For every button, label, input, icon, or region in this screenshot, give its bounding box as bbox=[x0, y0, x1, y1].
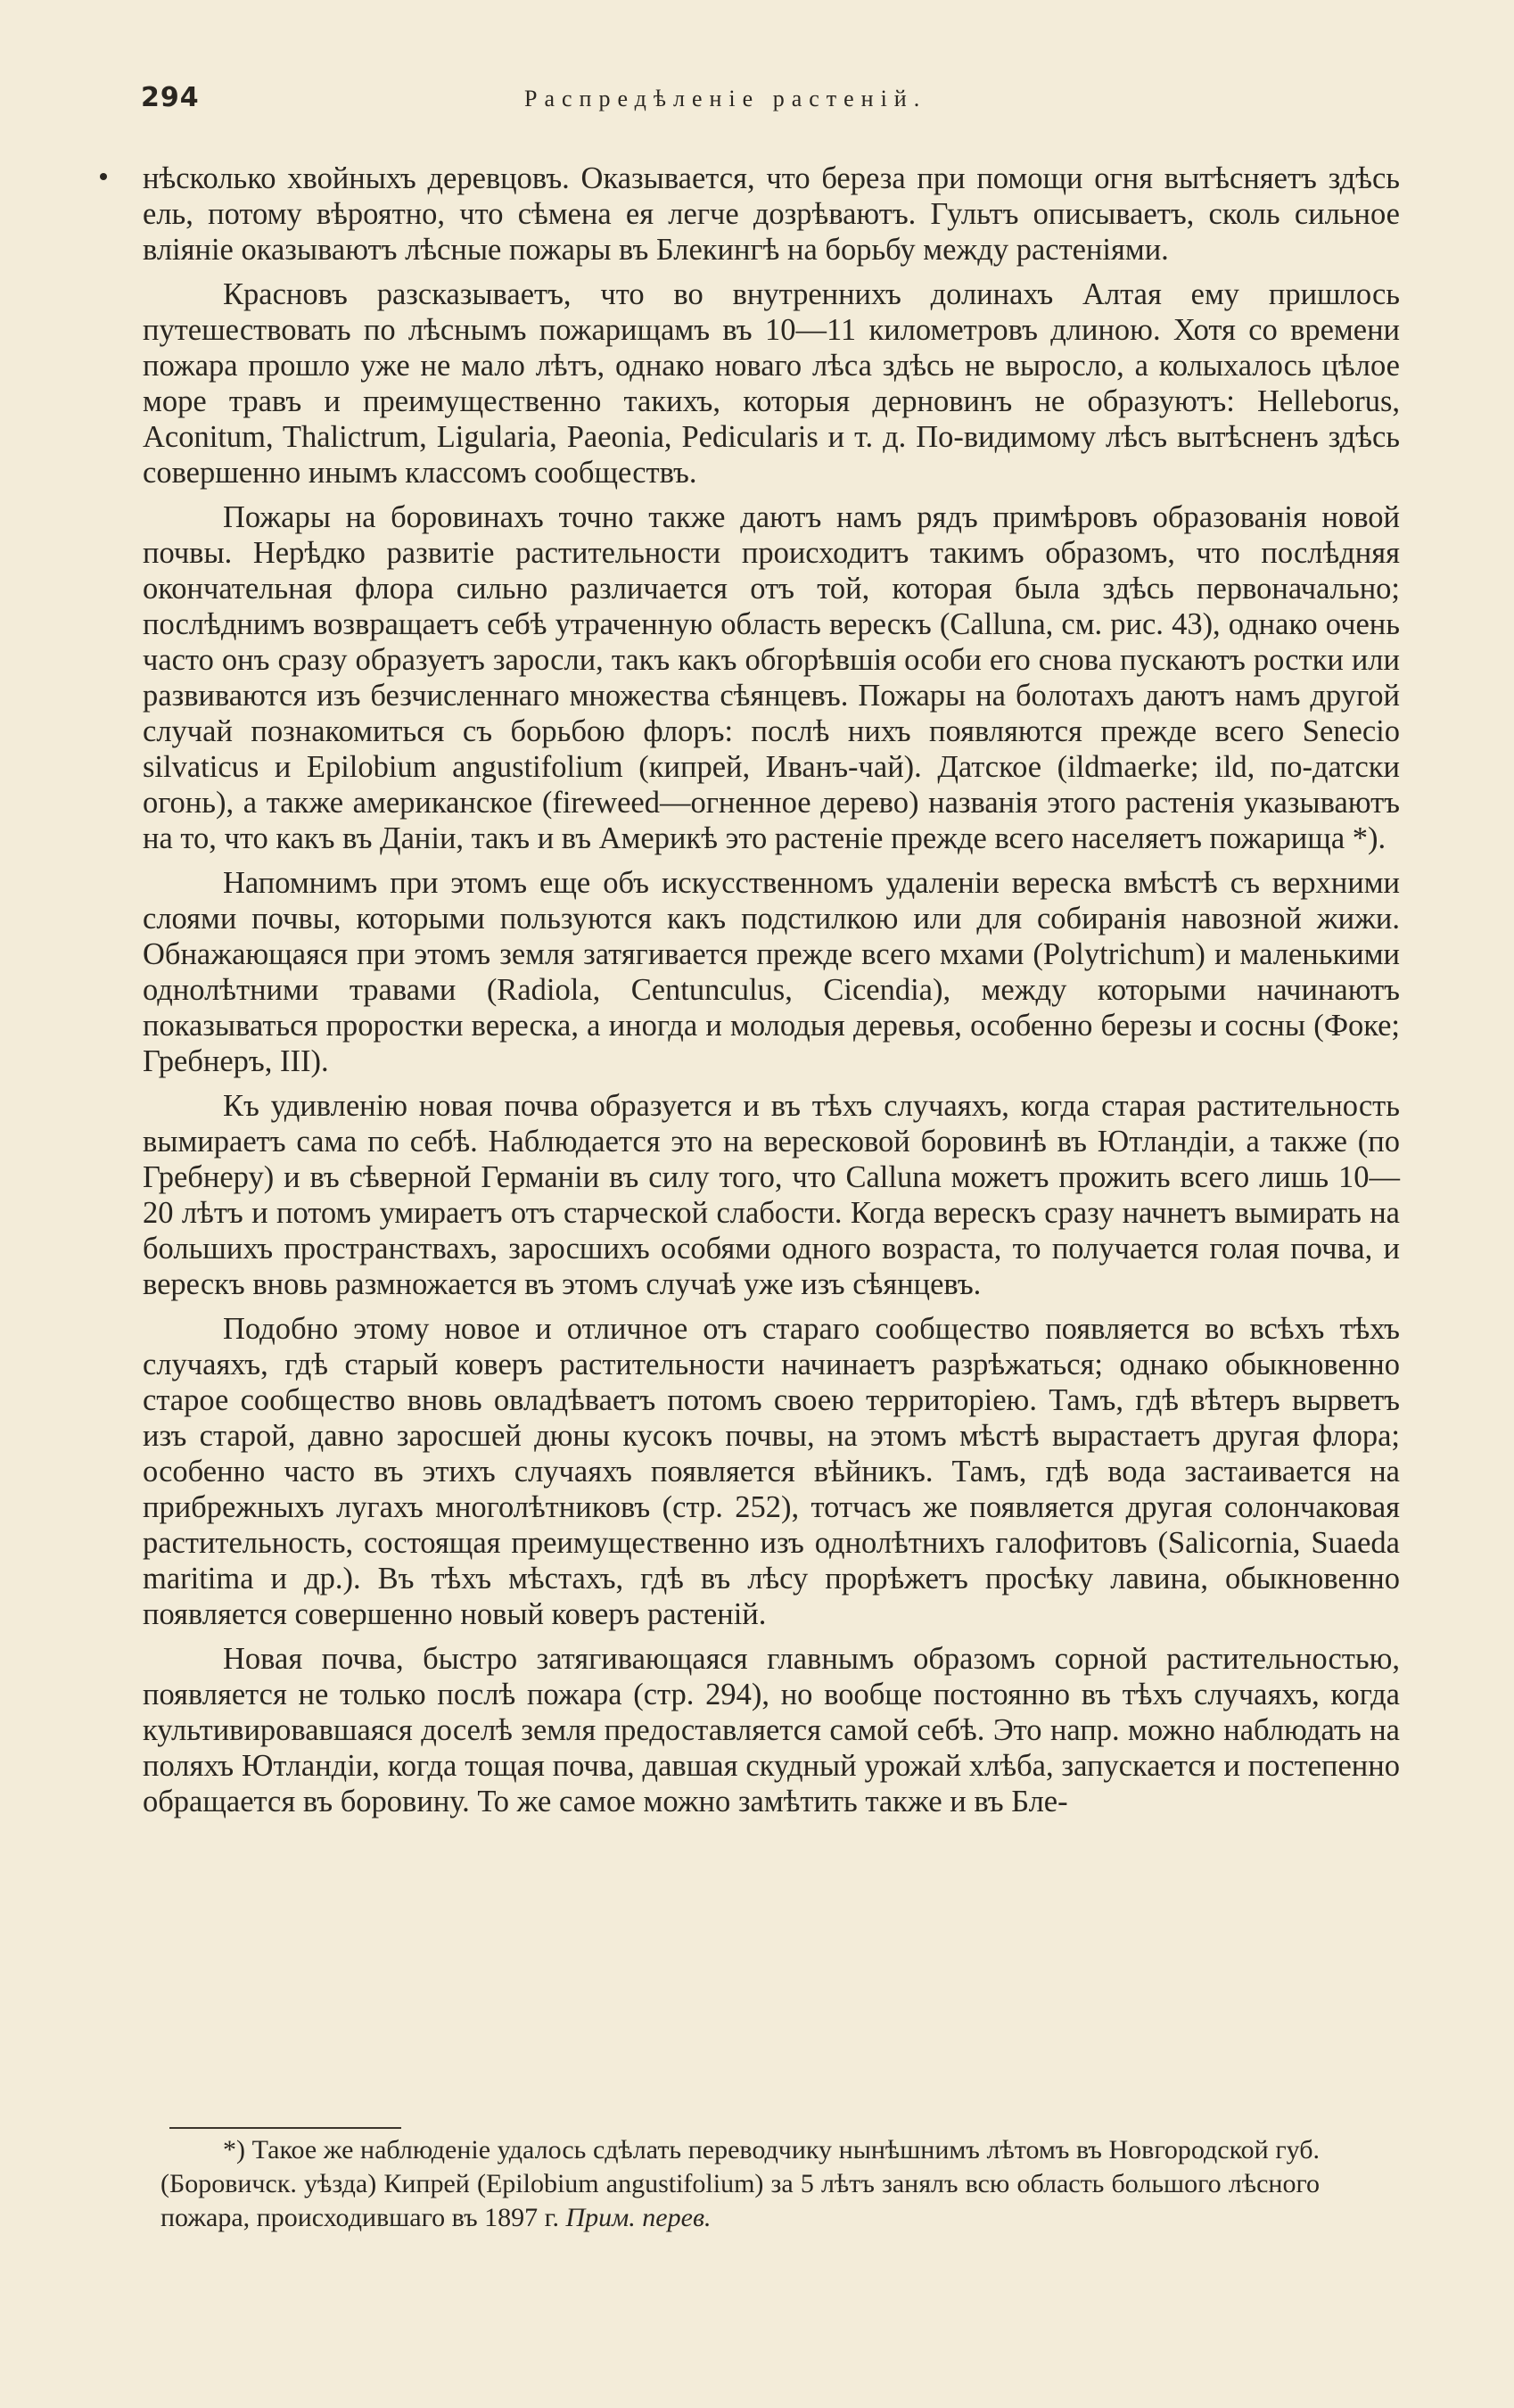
paragraph: Подобно этому новое и отличное отъ стараго сообщество появляется во всѣхъ тѣхъ случаяхъ, гдѣ старый коверъ растительности начинаетъ разрѣжаться; однако обыкновенно старое сообщество вновь овладѣваетъ потомъ своею территоріею. Тамъ, гдѣ вѣтеръ вырветъ изъ старой, давно заросшей дюны кусокъ почвы, на этомъ мѣстѣ вырастаетъ другая флора; особенно часто въ этихъ случаяхъ появляется вѣйникъ. Тамъ, гдѣ вода застаивается на прибрежныхъ лугахъ многолѣтниковъ (стр. 252), тотчасъ же появляется другая солончаковая растительность, состоящая преимущественно изъ однолѣтнихъ галофитовъ (Salicornia, Suaeda maritima и др.). Въ тѣхъ мѣстахъ, гдѣ въ лѣсу прорѣжетъ просѣку лавина, обыкновенно появляется совершенно новый коверъ растеній. bbox=[143, 1312, 1400, 1631]
paragraph: Красновъ разсказываетъ, что во внутреннихъ долинахъ Алтая ему пришлось путешествовать по лѣснымъ пожарищамъ въ 10—11 километровъ длиною. Хотя со времени пожара прошло уже не мало лѣтъ, однако новаго лѣса здѣсь не выросло, а колыхалось цѣлое море травъ и преимущественно такихъ, которыя дерновинъ не образуютъ: Helleborus, Aconitum, Thalictrum, Ligularia, Paeonia, Pedicularis и т. д. По-видимому лѣсъ вытѣсненъ здѣсь совершенно инымъ классомъ сообществъ. bbox=[143, 277, 1400, 490]
paragraph: Пожары на боровинахъ точно также даютъ намъ рядъ примѣровъ образованія новой почвы. Нерѣдко развитіе растительности происходитъ такимъ образомъ, что послѣдняя окончательная флора сильно различается отъ той, которая была здѣсь первоначально; послѣднимъ возвращаетъ себѣ утраченную область верескъ (Calluna, см. рис. 43), однако очень часто онъ сразу образуетъ заросли, такъ какъ обгорѣвшія особи его снова пускаютъ ростки или развиваются изъ безчисленнаго множества сѣянцевъ. Пожары на болотахъ даютъ намъ другой случай познакомиться съ борьбою флоръ: послѣ нихъ появляются прежде всего Senecio silvaticus и Epilobium angustifolium (кипрей, Иванъ-чай). Датское (ildmaerke; ild, по-датски огонь), а также американское (fireweed—огненное дерево) названія этого растенія указываютъ на то, что какъ въ Даніи, такъ и въ Америкѣ это растеніе прежде всего населяетъ пожарища *). bbox=[143, 500, 1400, 855]
running-head: Распредѣленіе растеній. bbox=[524, 86, 927, 111]
page-header bbox=[141, 82, 1398, 127]
page-number: 294 bbox=[141, 82, 200, 113]
footnote-divider bbox=[169, 2127, 401, 2129]
paragraph: Напомнимъ при этомъ еще объ искусственномъ удаленіи вереска вмѣстѣ съ верхними слоями почвы, которыми пользуются какъ подстилкою или для собиранія навозной жижи. Обнажающаяся при этомъ земля затягивается прежде всего мхами (Polytrichum) и маленькими однолѣтними травами (Radiola, Centunculus, Cicendia), между которыми начинаютъ показываться проростки вереска, а иногда и молодыя деревья, особенно березы и сосны (Фоке; Гребнеръ, III). bbox=[143, 866, 1400, 1078]
footnote bbox=[160, 2133, 1320, 2235]
paragraph: Новая почва, быстро затягивающаяся главнымъ образомъ сорной растительностью, появляется не только послѣ пожара (стр. 294), но вообще постоянно въ тѣхъ случаяхъ, когда культивировавшаяся доселѣ земля предоставляется самой себѣ. Это напр. можно наблюдать на поляхъ Ютландіи, когда тощая почва, давшая скудный урожай хлѣба, запускается и постепенно обращается въ боровину. То же самое можно замѣтить также и въ Бле- bbox=[143, 1642, 1400, 1818]
footnote-translator-note: Прим. перев. bbox=[565, 2203, 712, 2232]
main-text bbox=[143, 161, 1400, 1828]
paragraph: нѣсколько хвойныхъ деревцовъ. Оказывается, что береза при помощи огня вытѣсняетъ здѣсь ель, потому вѣроятно, что сѣмена ея легче дозрѣваютъ. Гультъ описываетъ, сколь сильное вліяніе оказываютъ лѣсные пожары въ Блекингѣ на борьбу между растеніями. bbox=[143, 161, 1400, 267]
paragraph: Къ удивленію новая почва образуется и въ тѣхъ случаяхъ, когда старая растительность вымираетъ сама по себѣ. Наблюдается это на вересковой боровинѣ въ Ютландіи, а также (по Гребнеру) и въ сѣверной Германіи въ силу того, что Calluna можетъ прожить всего лишь 10—20 лѣтъ и потомъ умираетъ отъ старческой слабости. Когда верескъ сразу начнетъ вымирать на большихъ пространствахъ, заросшихъ особями одного возраста, то получается голая почва, и верескъ вновь размножается въ этомъ случаѣ уже изъ сѣянцевъ. bbox=[143, 1089, 1400, 1301]
margin-bullet-mark bbox=[100, 173, 107, 180]
footnote-text: *) Такое же наблюденіе удалось сдѣлать переводчику нынѣшнимъ лѣтомъ въ Новгородской губ. (Боровичск. уѣзда) Кипрей (Epilobium angustifolium) за 5 лѣтъ занялъ всю область большого лѣсного пожара, происходившаго въ 1897 г. bbox=[160, 2135, 1320, 2232]
